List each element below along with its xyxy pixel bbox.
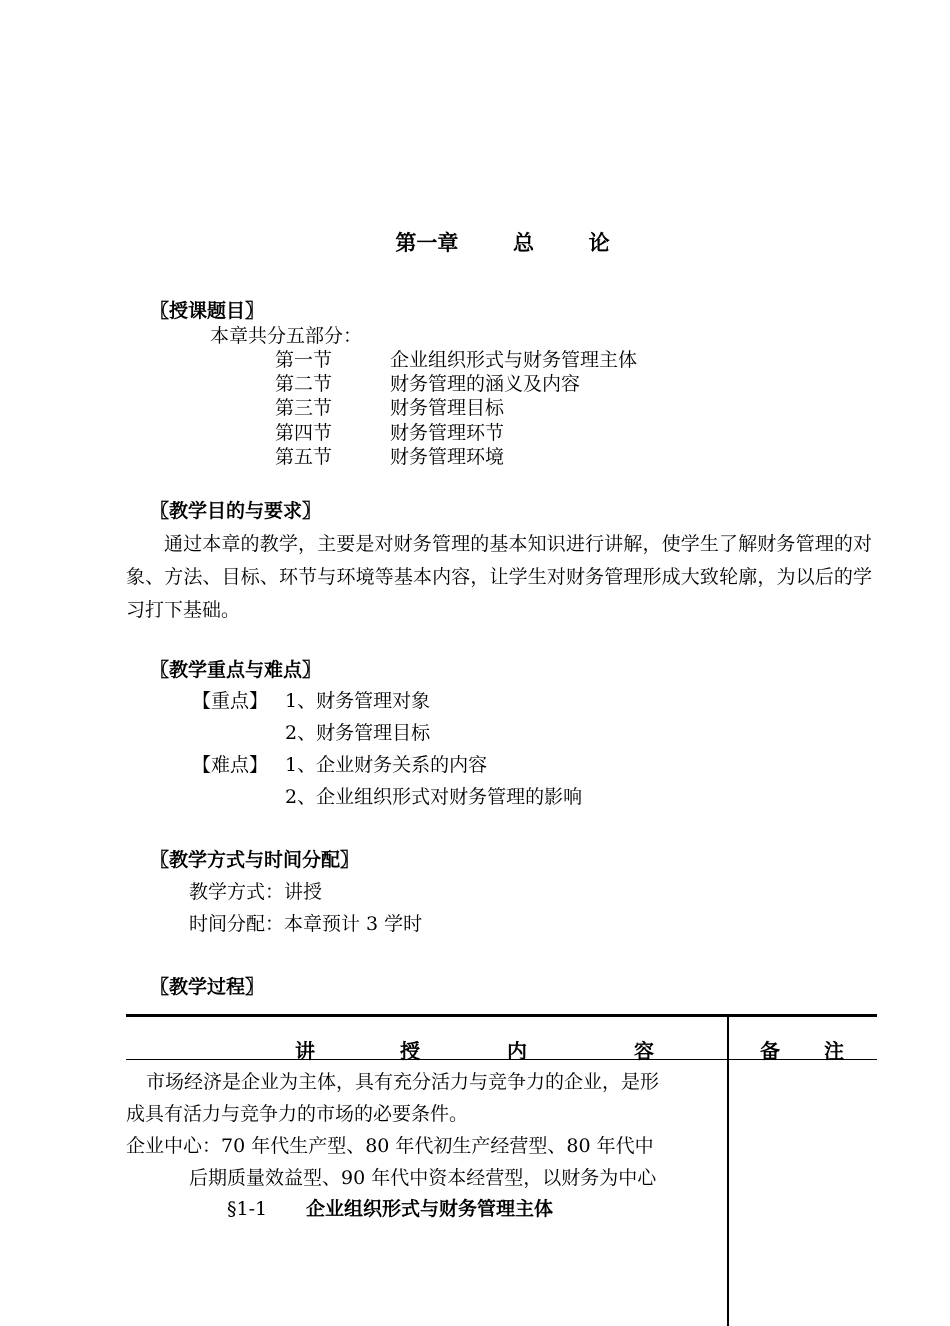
section-title: 财务管理目标 <box>390 397 505 419</box>
content-header-char: 内 <box>507 1039 527 1063</box>
topics-heading: 〖授课题目〗 <box>150 300 265 322</box>
difficulty-item: 1、企业财务关系的内容 <box>285 754 488 776</box>
objectives-paragraph: 通过本章的教学，主要是对财务管理的基本知识进行讲解，使学生了解财务管理的对象、方法、目标、环节与环境等基本内容，让学生对财务管理形成大致轮廓，为以后的学习打下基础。 <box>126 533 872 621</box>
topics-intro: 本章共分五部分： <box>210 325 363 347</box>
section-number: 第四节 <box>275 422 333 444</box>
section-number: 第五节 <box>275 446 333 468</box>
content-header-char: 授 <box>400 1039 420 1063</box>
table-top-border <box>126 1014 877 1017</box>
section-number: 第三节 <box>275 397 333 419</box>
notes-header-char: 备 <box>760 1039 780 1063</box>
content-line: 市场经济是企业为主体，具有充分活力与竞争力的企业，是形 <box>146 1071 660 1093</box>
subsection-title: 企业组织形式与财务管理主体 <box>306 1198 554 1220</box>
objectives-heading: 〖教学目的与要求〗 <box>150 500 322 522</box>
section-number: 第一节 <box>275 349 333 371</box>
content-line: 企业中心：70 年代生产型、80 年代初生产经营型、80 年代中 <box>126 1135 654 1157</box>
table-column-divider <box>727 1016 729 1326</box>
time-allocation: 时间分配：本章预计 3 学时 <box>189 913 423 935</box>
content-header-char: 讲 <box>295 1039 315 1063</box>
chapter-title-char-1: 总 <box>513 231 534 255</box>
section-number: 第二节 <box>275 373 333 395</box>
method-heading: 〖教学方式与时间分配〗 <box>150 849 360 871</box>
focus-item: 2、财务管理目标 <box>285 722 431 744</box>
difficulty-item: 2、企业组织形式对财务管理的影响 <box>285 786 583 808</box>
content-header-char: 容 <box>634 1039 654 1063</box>
focus-label: 【重点】 <box>192 690 269 712</box>
focus-item: 1、财务管理对象 <box>285 690 431 712</box>
content-line: 后期质量效益型、90 年代中资本经营型，以财务为中心 <box>189 1167 657 1189</box>
chapter-number: 第一章 <box>395 231 459 255</box>
section-title: 财务管理环节 <box>390 422 505 444</box>
process-heading: 〖教学过程〗 <box>150 976 265 998</box>
notes-header-char: 注 <box>824 1039 844 1063</box>
teaching-mode: 教学方式：讲授 <box>189 881 323 903</box>
chapter-title <box>0 233 950 254</box>
key-points-heading: 〖教学重点与难点〗 <box>150 659 322 681</box>
chapter-title-char-2: 论 <box>588 231 610 255</box>
subsection-number: §1-1 <box>227 1198 268 1220</box>
section-title: 财务管理环境 <box>390 446 505 468</box>
difficulty-label: 【难点】 <box>192 754 269 776</box>
section-title: 企业组织形式与财务管理主体 <box>390 349 638 371</box>
content-line: 成具有活力与竞争力的市场的必要条件。 <box>126 1103 469 1125</box>
section-title: 财务管理的涵义及内容 <box>390 373 581 395</box>
